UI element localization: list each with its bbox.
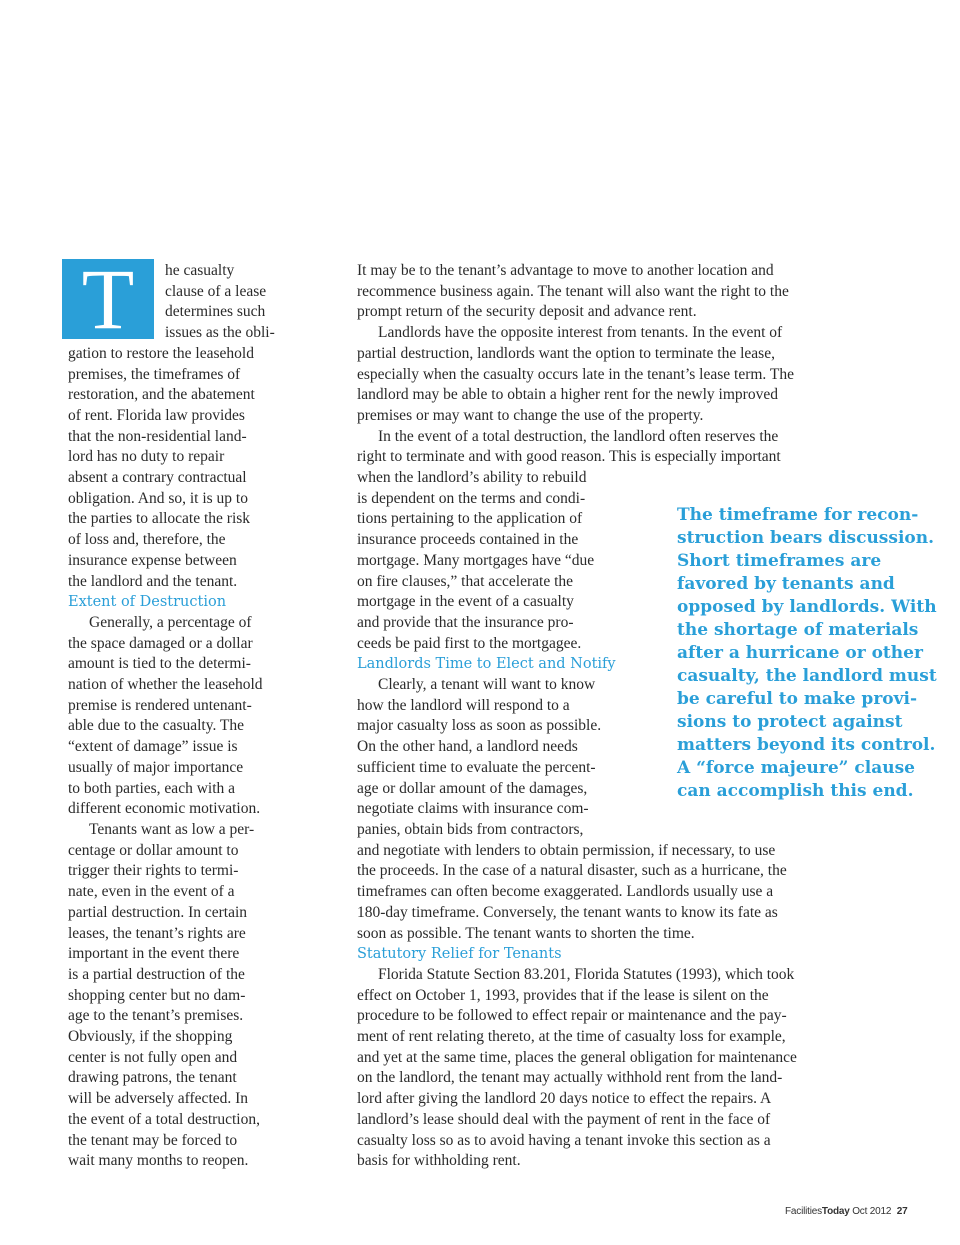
pull-quote-line: after a hurricane or other [677,643,923,663]
pull-quote-line: be careful to make provi- [677,689,918,709]
text-line: that the non-residential land- [68,427,247,445]
text-line: issues as the obli- [165,324,275,342]
text-line: nation of whether the leasehold [68,676,263,694]
text-line: absent a contrary contractual [68,469,247,487]
text-line: trigger their rights to termi- [68,862,239,880]
paragraph [357,323,877,427]
section-heading-extent: Extent of Destruction [68,594,227,611]
text-line: of loss and, therefore, the [68,531,226,549]
text-line: and yet at the same time, places the general obligation for maintenance [357,1048,797,1066]
text-line: 180-day timeframe. Conversely, the tenant wants to know its fate as [357,903,778,921]
pull-quote-line: struction bears discussion. [677,528,935,548]
text-line: shopping center but no dam- [68,986,246,1004]
text-line: In the event of a total destruction, the landlord often reserves the [378,427,779,445]
pull-quote-line: Short timeframes are [677,551,882,571]
pull-quote-line: favored by tenants and [677,574,895,594]
text-line: lord after giving the landlord 20 days notice to effect the repairs. A [357,1090,772,1108]
text-line: prompt return of the security deposit and advance rent. [357,303,697,321]
pull-quote-line: can accomplish this end. [677,781,914,801]
text-line: It may be to the tenant’s advantage to move to another location and [357,262,774,279]
text-line: Landlords have the opposite interest from tenants. In the event of [378,324,783,342]
text-line: how the landlord will respond to a [357,696,570,714]
text-line: Florida Statute Section 83.201, Florida Statutes (1993), which took [378,965,795,983]
text-line: insurance expense between [68,551,237,569]
text-line: Obviously, if the shopping [68,1028,233,1046]
text-line: procedure to be followed to effect repair or maintenance and the pay- [357,1007,787,1025]
text-line: is a partial destruction of the [68,965,245,983]
text-line: partial destruction, landlords want the option to terminate the lease, [357,344,775,362]
text-line: premises or may want to change the use of the property. [357,406,704,424]
text-line: the proceeds. In the case of a natural disaster, such as a hurricane, the [357,862,787,880]
text-line: will be adversely affected. In [68,1090,249,1108]
text-line: of rent. Florida law provides [68,406,245,424]
text-line: the tenant may be forced to [68,1131,238,1149]
text-line: age or dollar amount of the damages, [357,779,588,797]
text-line: amount is tied to the determi- [68,655,251,673]
text-line: drawing patrons, the tenant [68,1069,237,1087]
text-line: partial destruction. In certain [68,903,248,921]
text-line: the landlord and the tenant. [68,572,238,590]
text-line: sufficient time to evaluate the percent- [357,758,596,776]
text-line: premise is rendered untenant- [68,696,252,714]
text-line: different economic motivation. [68,800,261,818]
pull-quote-line: opposed by landlords. With [677,597,937,617]
text-line: premises, the timeframes of [68,365,241,383]
text-line: especially when the casualty occurs late in the tenant’s lease term. The [357,365,794,383]
pull-quote-line: matters beyond its control. [677,735,936,755]
text-line: ceeds be paid first to the mortgagee. [357,634,582,652]
text-line: mortgage. Many mortgages have “due [357,551,595,569]
page-number: 27 [896,1206,908,1217]
text-line: usually of major importance [68,758,244,776]
text-line: Generally, a percentage of [89,613,252,631]
page-footer [785,1206,908,1217]
text-line: wait many months to reopen. [68,1152,249,1170]
text-line: Clearly, a tenant will want to know [378,676,596,694]
section-heading-elect: Landlords Time to Elect and Notify [357,656,616,673]
text-line: the event of a total destruction, [68,1110,260,1128]
paragraph [357,261,877,323]
text-line: timeframes can often become exaggerated. Landlords usually use a [357,883,774,901]
text-line: on the landlord, the tenant may actually withhold rent from the land- [357,1069,783,1087]
footer-brand-light: Facilities [785,1206,822,1217]
text-line: is dependent on the terms and condi- [357,489,586,507]
text-line: ment of rent relating thereto, at the time of casualty loss for example, [357,1028,786,1046]
text-line: able due to the casualty. The [68,717,245,735]
text-line: panies, obtain bids from contractors, [357,820,584,838]
text-line: nate, even in the event of a [68,883,235,901]
pull-quote-line: The timeframe for recon- [677,505,919,525]
text-line: lord has no duty to repair [68,448,225,466]
pull-quote-line: casualty, the landlord must [677,666,937,686]
text-line: to both parties, each with a [68,779,236,797]
pull-quote-line: the shortage of materials [677,620,919,640]
text-line: gation to restore the leasehold [68,344,254,362]
text-line: when the landlord’s ability to rebuild [357,469,587,487]
text-line: soon as possible. The tenant wants to shorten the time. [357,924,695,942]
text-line: obligation. And so, it is up to [68,489,248,507]
text-line: restoration, and the abatement [68,386,255,404]
left-column [68,261,298,1172]
text-line: leases, the tenant’s rights are [68,924,246,942]
text-line: he casualty [165,262,235,279]
text-line: on fire clauses,” that accelerate the [357,572,574,590]
text-line: basis for withholding rent. [357,1152,521,1170]
text-line: the space damaged or a dollar [68,634,253,652]
paragraph [357,965,877,1172]
pull-quote [677,504,937,803]
text-line: casualty loss so as to avoid having a tenant invoke this section as a [357,1131,771,1149]
text-line: center is not fully open and [68,1048,238,1066]
footer-brand-bold: Today [821,1206,850,1217]
paragraph [68,820,298,1172]
text-line: negotiate claims with insurance com- [357,800,589,818]
text-line: Tenants want as low a per- [89,820,255,838]
text-line: landlord may be able to obtain a higher rent for the newly improved [357,386,778,404]
text-line: major casualty loss as soon as possible. [357,717,602,735]
text-line: mortgage in the event of a casualty [357,593,574,611]
text-line: the parties to allocate the risk [68,510,251,528]
text-line: age to the tenant’s premises. [68,1007,244,1025]
text-line: insurance proceeds contained in the [357,531,579,549]
text-line: effect on October 1, 1993, provides that if the lease is silent on the [357,986,769,1004]
text-line: and provide that the insurance pro- [357,613,574,631]
text-line: recommence business again. The tenant will also want the right to the [357,282,789,300]
pull-quote-line: sions to protect against [677,712,903,732]
text-line: and negotiate with lenders to obtain permission, if necessary, to use [357,841,776,859]
text-line: right to terminate and with good reason. This is especially important [357,448,781,466]
text-line: centage or dollar amount to [68,841,239,859]
text-line: tions pertaining to the application of [357,510,583,528]
paragraph [68,613,298,820]
section-heading-statutory: Statutory Relief for Tenants [357,946,562,963]
text-line: clause of a lease [165,282,267,300]
text-line: determines such [165,303,266,321]
intro-paragraph [68,261,298,592]
drop-cap: T [62,259,154,339]
pull-quote-line: A “force majeure” clause [677,758,915,778]
text-line: “extent of damage” issue is [68,738,238,756]
text-line: On the other hand, a landlord needs [357,738,578,756]
footer-issue: Oct 2012 [852,1206,892,1217]
text-line: landlord’s lease should deal with the payment of rent in the face of [357,1110,771,1128]
text-line: important in the event there [68,945,240,963]
